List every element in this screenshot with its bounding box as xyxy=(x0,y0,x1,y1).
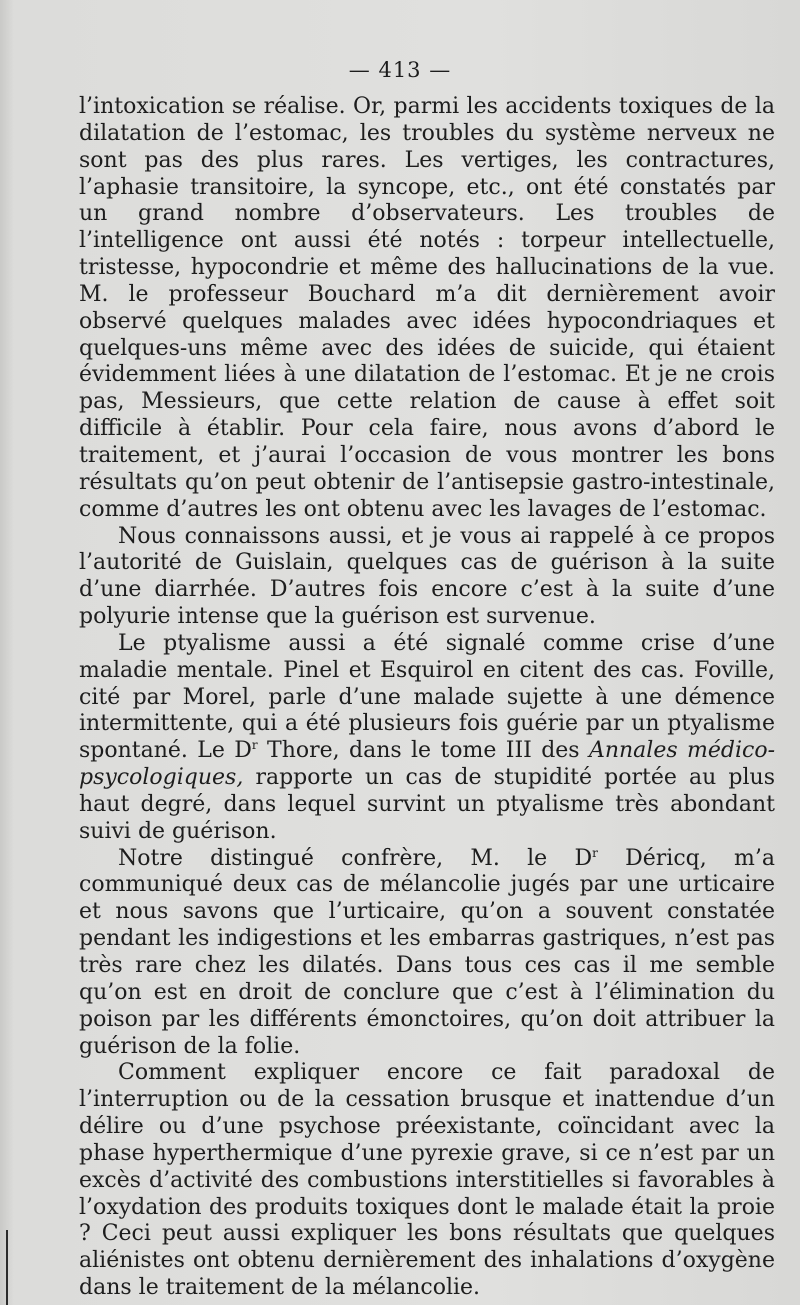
body-text xyxy=(79,94,775,1302)
paragraph-4-text-b: Déricq, m’a communiqué deux cas de mélancolie jugés par une urticaire et nous savons que l’urticaire, qu’on a souvent constatée pendant les indigestions et les embarras gastriques, n’est pas très rare chez les dilatés. Dans tous ces cas il me semble qu’on est en droit de conclure que c’est à l’élimination du poison par les différents émonctoires, qu’on doit attribuer la guérison de la folie. xyxy=(79,845,775,1059)
paragraph-3-text-c: rapporte un cas de stupidité portée au plus haut degré, dans lequel survint un ptyalisme très abondant suivi de guérison. xyxy=(79,765,775,844)
paragraph-4 xyxy=(79,846,775,1061)
page-binding-edge xyxy=(6,1230,8,1305)
paragraph-4-text-a: Notre distingué confrère, M. le D xyxy=(118,845,593,871)
paragraph-1: l’intoxication se réalise. Or, parmi les accidents toxiques de la dilatation de l’estomac, les troubles du système nerveux ne sont pas des plus rares. Les vertiges, les contractures, l’aphasie transitoire, la syncope, etc., ont été constatés par un grand nombre d’observateurs. Les troubles de l’intelligence ont aussi été notés : torpeur intellectuelle, tristesse, hypocondrie et même des hallucinations de la vue. M. le professeur Bouchard m’a dit dernièrement avoir observé quelques malades avec idées hypocondriaques et quelques-uns même avec des idées de suicide, qui étaient évidemment liées à une dilatation de l’estomac. Et je ne crois pas, Messieurs, que cette relation de cause à effet soit difficile à établir. Pour cela faire, nous avons d’abord le traitement, et j’aurai l’occasion de vous montrer les bons résultats qu’on peut obtenir de l’antisepsie gastro-intestinale, comme d’autres les ont obtenu avec les lavages de l’estomac. xyxy=(79,94,775,522)
doctor-abbrev-sup: r xyxy=(592,845,598,860)
paragraph-2: Nous connaissons aussi, et je vous ai rappelé à ce propos l’autorité de Guislain, quelques cas de guérison à la suite d’une diarrhée. D’autres fois encore c’est à la suite d’une polyurie intense que la guérison est survenue. xyxy=(79,523,775,630)
doctor-abbrev-sup: r xyxy=(251,738,258,753)
paragraph-5: Comment expliquer encore ce fait paradoxal de l’interruption ou de la cessation brusque et inattendue d’un délire ou d’une psychose préexistante, coïncidant avec la phase hyperthermique d’une pyrexie grave, si ce n’est par un excès d’activité des combustions interstitielles si favorables à l’oxydation des produits toxiques dont le malade était la proie ? Ceci peut aussi expliquer les bons résultats que quelques aliénistes ont obtenu dernièrement des inhalations d’oxygène dans le traitement de la mélancolie. xyxy=(79,1060,775,1301)
page-number: — 413 — xyxy=(348,58,452,82)
paragraph-3-text-a: Le ptyalisme aussi a été signalé comme crise d’une maladie mentale. Pinel et Esquirol en citent des cas. Foville, cité par Morel, parle d’une malade sujette à une démence intermittente, qui a été plusieurs fois guérie par un ptyalisme spontané. Le D xyxy=(79,630,775,764)
paragraph-3-text-b: Thore, dans le tome III des xyxy=(257,738,589,764)
journal-title: Annales médico-psycologiques, xyxy=(79,738,775,791)
paragraph-3 xyxy=(79,631,775,846)
